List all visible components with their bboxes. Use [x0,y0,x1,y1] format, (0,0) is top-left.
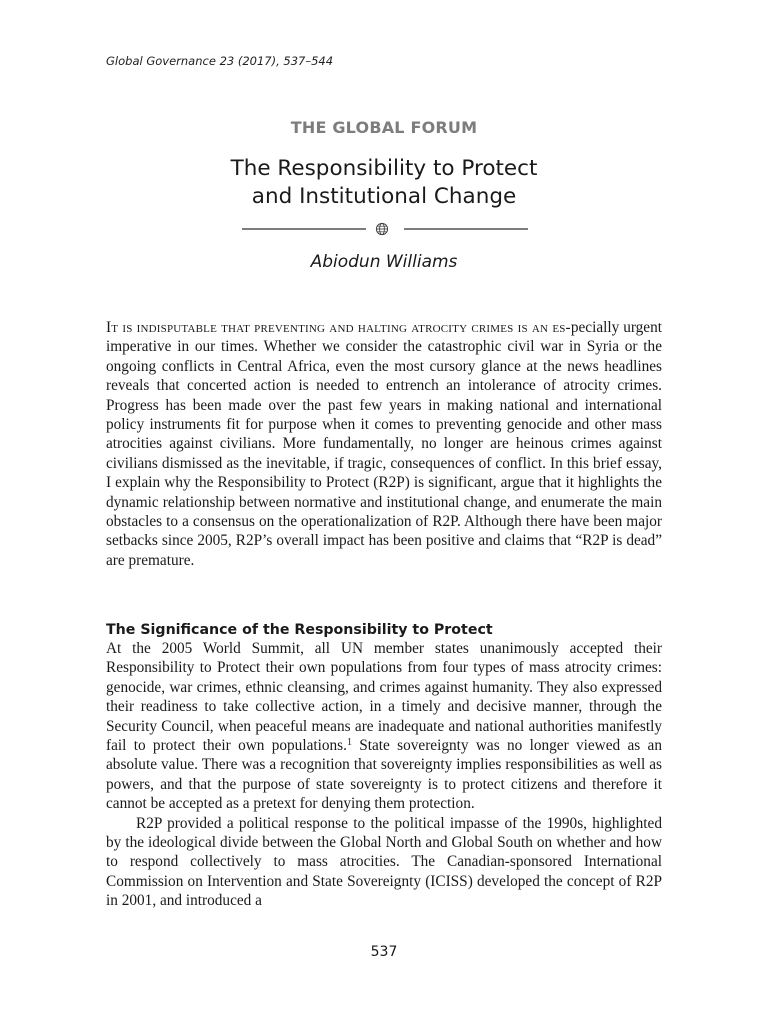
section-paragraph-1 [106,639,662,814]
page-number: 537 [370,944,398,960]
title-ornament [106,221,662,237]
paragraph-1-text-b: State sovereignty was no longer viewed as an absolute value. There was a recognition that sovereignty implies responsibilities as well as powers, and that the purpose of state sovereignty is to protect citizens and therefore it cannot be accepted as a pretext for denying them protection. [106,737,662,813]
intro-paragraph [106,318,662,570]
title-line-1: The Responsibility to Protect [230,156,538,181]
article-page [106,0,662,1024]
footnote-reference: 1 [346,737,352,749]
intro-text: pecially urgent imperative in our times. Whether we consider the catastrophic civil war in Syria or the ongoing conflicts in Central Africa, even the most cursory glance at the news headlines reveals that concerted action is needed to entrench an intolerance of atrocity crimes. Progress has been made over the past few years in making national and international policy instruments fit for purpose when it comes to preventing genocide and other mass atrocities against civilians. More fundamentally, no longer are heinous crimes against civilians dismissed as the inevitable, if tragic, consequences of conflict. In this brief essay, I explain why the Responsibility to Protect (R2P) is significant, argue that it highlights the dynamic relationship between normative and institutional change, and enumerate the main obstacles to a consensus on the operationalization of R2P. Although there have been major setbacks since 2005, R2P’s overall impact has been positive and claims that “R2P is dead” are premature. [106,319,662,569]
running-head: Global Governance 23 (2017), 537–544 [106,54,334,68]
author-name: Abiodun Williams [310,252,458,272]
section-heading: The Significance of the Responsibility to Protect [106,622,493,638]
ornament-rule-right [404,228,528,230]
intro-lead-in: It is indisputable that preventing and halting atrocity crimes is an es- [106,319,571,336]
article-title [106,155,662,211]
section-body [106,639,662,911]
paragraph-1-text-a: At the 2005 World Summit, all UN member states unanimously accepted their Responsibility to Protect their own populations from four types of mass atrocity crimes: genocide, war crimes, ethnic cleansing, and crimes against humanity. They also expressed their readiness to take collective action, in a timely and decisive manner, through the Security Council, when peaceful means are inadequate and national authorities manifestly fail to protect their own populations. [106,640,662,755]
section-paragraph-2: R2P provided a political response to the political impasse of the 1990s, highlighted by the ideological divide between the Global North and Global South on whether and how to respond collectively to mass atrocities. The Canadian-sponsored International Commission on Intervention and State Sovereignty (ICISS) developed the concept of R2P in 2001, and introduced a [106,814,662,910]
ornament-rule-left [242,228,366,230]
section-label: THE GLOBAL FORUM [290,118,478,137]
globe-icon [375,222,389,236]
title-line-2: and Institutional Change [251,184,517,209]
